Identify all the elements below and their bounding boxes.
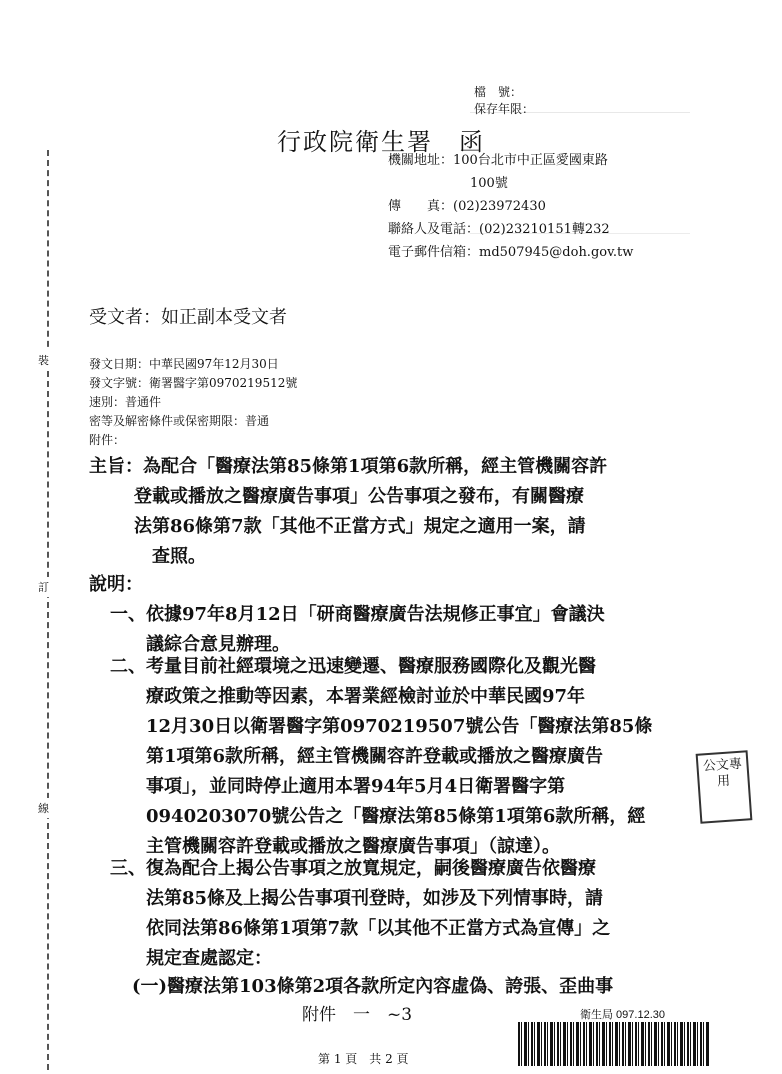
explanation-line: 主管機關容許登載或播放之醫療廣告事項」（諒達）。 <box>146 836 560 857</box>
seal-text: 公文專用 <box>702 756 743 790</box>
receipt-stamp: 衛生局 097.12.30 <box>580 1009 665 1021</box>
address-label: 機關地址： <box>388 153 454 168</box>
subject-section <box>89 452 607 572</box>
attachment-label: 附件： <box>89 433 126 447</box>
annex-label: 附件 一 ~3 <box>302 1005 413 1025</box>
explanation-line: 二、考量目前社經環境之迅速變遷、醫療服務國際化及觀光醫 <box>110 656 596 677</box>
explanation-item-3 <box>110 854 610 974</box>
subject-line: 查照。 <box>152 546 206 567</box>
fax-number: (02)23972430 <box>453 199 546 214</box>
contact-label: 聯絡人及電話： <box>388 222 480 237</box>
explanation-line: 0940203070號公告之「醫療法第85條第1項第6款所稱，經 <box>146 806 646 827</box>
official-seal <box>696 750 753 823</box>
binding-line <box>47 150 49 1070</box>
explanation-line: 依同法第86條第1項第7款「以其他不正當方式為宣傳」之 <box>146 918 611 939</box>
subject-line: 主旨：為配合「醫療法第85條第1項第6款所稱，經主管機關容許 <box>89 456 608 477</box>
subject-line: 法第86條第7款「其他不正當方式」規定之適用一案，請 <box>134 516 586 537</box>
explanation-line: 療政策之推動等因素，本署業經檢討並於中華民國97年 <box>146 686 586 707</box>
meta-block <box>89 355 297 450</box>
address-line1: 100台北市中正區愛國東路 <box>453 153 608 168</box>
sender-address <box>388 151 608 170</box>
binding-mark-zhuang: 裝 <box>38 350 49 370</box>
email-row <box>388 243 633 262</box>
explanation-line: 一、依據97年8月12日「研商醫療廣告法規修正事宜」會議決 <box>110 604 605 625</box>
email-label: 電子郵件信箱： <box>388 245 480 260</box>
explanation-line: 第1項第6款所稱，經主管機關容許登載或播放之醫療廣告 <box>146 746 604 767</box>
subject-line: 登載或播放之醫療廣告事項」公告事項之發布，有關醫療 <box>134 486 584 507</box>
contact-row <box>388 220 610 239</box>
contact-phone: (02)23210151轉232 <box>479 222 610 237</box>
barcode <box>518 1022 710 1066</box>
retention-label: 保存年限： <box>474 102 535 116</box>
explanation-line: 事項」，並同時停止適用本署94年5月4日衛署醫字第 <box>146 776 566 797</box>
explanation-line: 12月30日以衛署醫字第0970219507號公告「醫療法第85條 <box>146 716 653 737</box>
explanation-line: 三、復為配合上揭公告事項之放寬規定，嗣後醫療廣告依醫療 <box>110 858 596 879</box>
explanation-line: 規定查處認定： <box>146 948 272 969</box>
binding-mark-xian: 線 <box>38 798 49 818</box>
page-number: 第 1 頁 共 2 頁 <box>318 1052 409 1066</box>
recipient: 受文者：如正副本受文者 <box>89 307 287 328</box>
binding-mark-ding: 訂 <box>38 577 49 597</box>
address-line2: 100號 <box>470 176 508 191</box>
file-number-label: 檔 號： <box>474 85 523 99</box>
explanation-item-2 <box>110 652 652 862</box>
explanation-sub-item-1: (一)醫療法第103條第2項各款所定內容虛偽、誇張、歪曲事 <box>132 976 614 997</box>
fax-label: 傳 真： <box>388 199 454 214</box>
email-address: md507945@doh.gov.tw <box>479 245 634 260</box>
explanation-item-1 <box>110 600 605 660</box>
secrecy-level: 密等及解密條件或保密期限：普通 <box>89 414 270 428</box>
explanation-line: 議綜合意見辦理。 <box>146 634 290 655</box>
explanation-heading: 說明： <box>89 574 143 595</box>
fax-row <box>388 197 546 216</box>
issue-date: 發文日期：中華民國97年12月30日 <box>89 357 279 371</box>
document-number: 發文字號：衛署醫字第0970219512號 <box>89 376 298 390</box>
speed-class: 速別：普通件 <box>89 395 162 409</box>
document-title: 行政院衛生署 函 <box>277 128 485 156</box>
explanation-line: 法第85條及上揭公告事項刊登時，如涉及下列情事時，請 <box>146 888 604 909</box>
